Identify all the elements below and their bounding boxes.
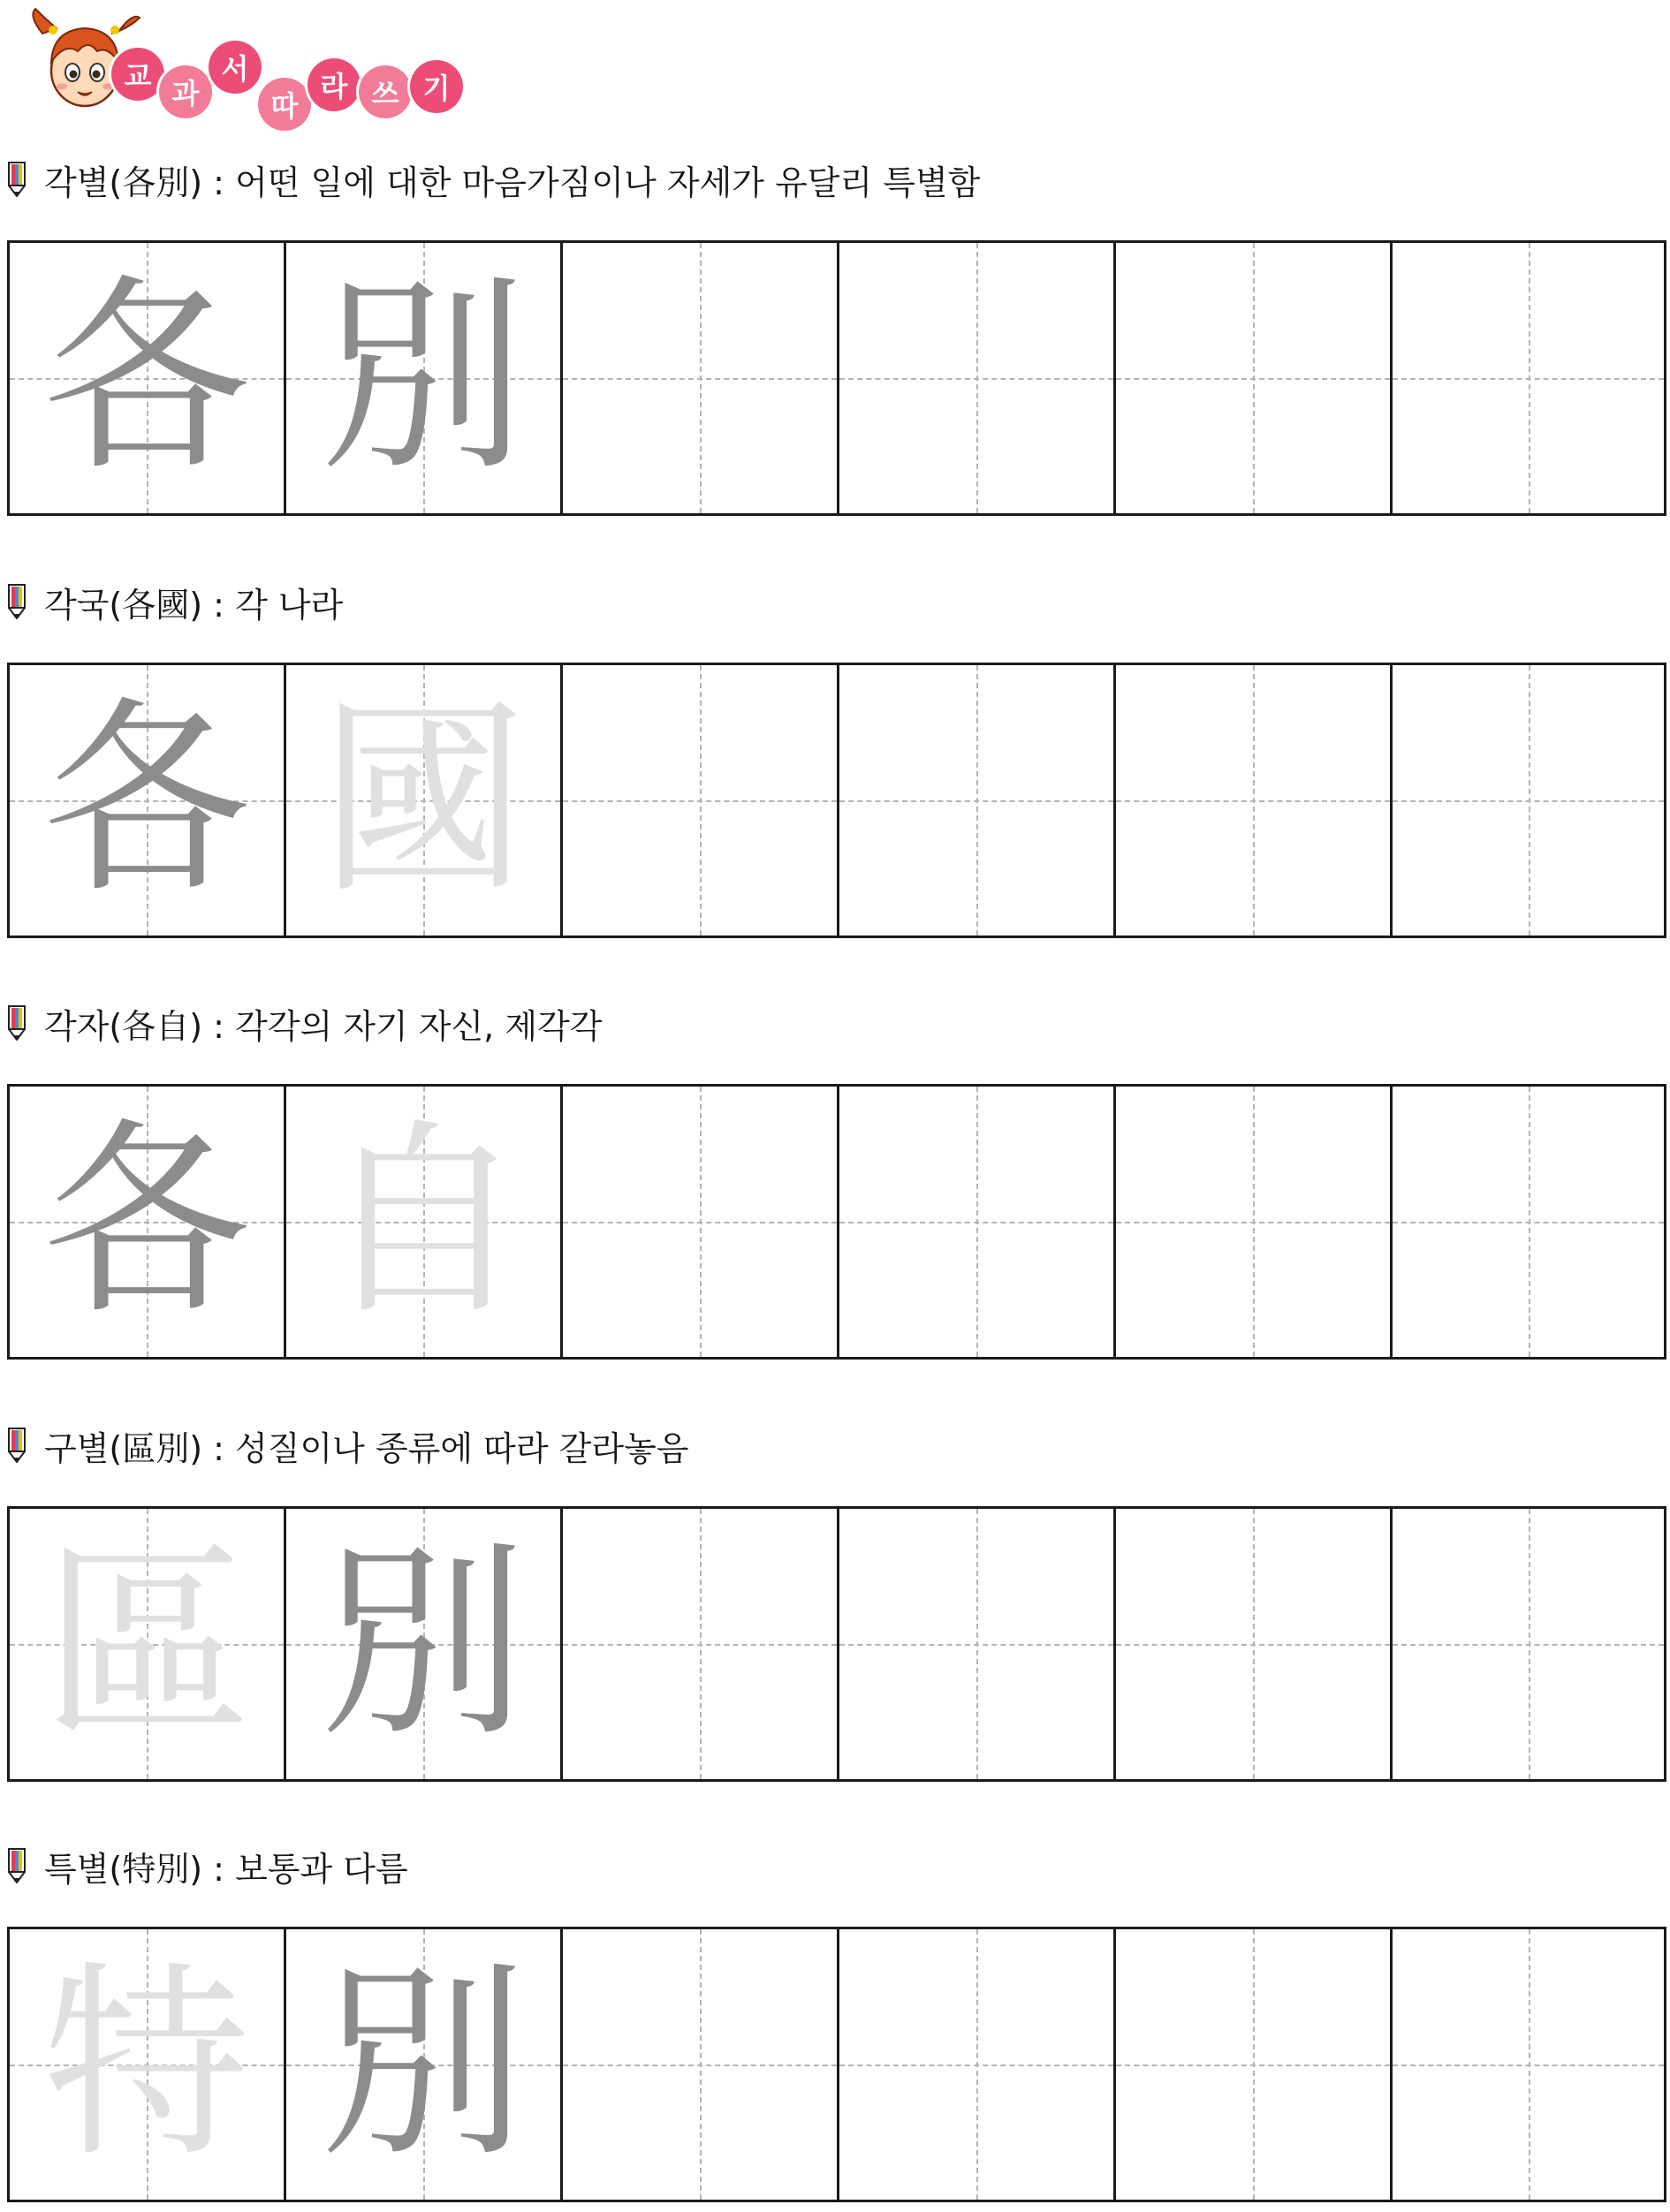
entry-word: 각국 [44,585,110,625]
writing-grid [7,1927,1666,2202]
pencil-icon [7,583,27,620]
trace-character: 別 [319,257,528,499]
entry-hanja: 各別 [122,163,190,202]
entry-title-row [7,155,980,203]
trace-character: 自 [319,1101,528,1343]
logo-char-bubble: 서 [209,41,262,94]
entry-title [44,1842,408,1890]
logo-char-bubble: 따 [258,78,311,131]
writing-grid [7,1506,1666,1782]
entry-title [44,578,343,626]
pencil-icon [7,1847,27,1884]
empty-practice-cell[interactable] [839,1509,1116,1779]
empty-practice-cell[interactable] [1116,1929,1393,2200]
pencil-icon [7,1427,27,1464]
separator: : [202,585,236,625]
trace-character: 各 [42,679,251,921]
empty-practice-cell[interactable] [1116,665,1393,936]
empty-practice-cell[interactable] [563,1087,839,1357]
entry-word: 구별 [44,1428,110,1468]
entry-hanja: 特別 [122,1849,190,1889]
logo-char-bubble: 라 [307,58,361,111]
trace-cell[interactable] [10,1087,286,1357]
trace-cell[interactable] [286,1929,563,2200]
entry-title [44,155,980,204]
empty-practice-cell[interactable] [563,1929,839,2200]
empty-practice-cell[interactable] [839,1087,1116,1357]
open-paren: ( [109,1428,123,1468]
empty-practice-cell[interactable] [563,243,839,513]
trace-cell[interactable] [286,1509,563,1779]
trace-character: 別 [319,1943,528,2185]
empty-practice-cell[interactable] [839,665,1116,936]
close-paren: ) [189,585,203,625]
trace-character: 區 [42,1523,251,1765]
entry-word: 특별 [44,1849,110,1889]
trace-cell[interactable] [10,243,286,513]
logo-char-bubble: 기 [410,60,463,113]
pencil-icon [7,161,27,198]
separator: : [202,1428,236,1468]
empty-practice-cell[interactable] [1116,243,1393,513]
empty-practice-cell[interactable] [563,1509,839,1779]
separator: : [202,1006,236,1046]
trace-cell[interactable] [10,665,286,936]
open-paren: ( [109,1006,123,1046]
pencil-icon [7,1004,27,1042]
empty-practice-cell[interactable] [1393,1509,1664,1779]
trace-character: 特 [42,1943,251,2185]
empty-practice-cell[interactable] [1393,1929,1664,2200]
entry-meaning: 각 나라 [235,585,344,625]
empty-practice-cell[interactable] [1393,665,1664,936]
close-paren: ) [189,163,203,202]
empty-practice-cell[interactable] [1393,243,1664,513]
writing-grid [7,1084,1666,1360]
logo-char-bubble: 과 [159,65,212,118]
entry-word: 각별 [44,163,110,202]
entry-title [44,1421,689,1470]
trace-cell[interactable] [10,1929,286,2200]
open-paren: ( [109,163,123,202]
writing-grid [7,663,1666,938]
close-paren: ) [189,1428,203,1468]
empty-practice-cell[interactable] [1393,1087,1664,1357]
entry-hanja: 各自 [122,1006,190,1046]
entry-meaning: 각각의 자기 자신, 제각각 [235,1006,603,1046]
entry-hanja: 各國 [122,585,190,625]
entry-meaning: 보통과 다름 [235,1849,408,1889]
close-paren: ) [189,1006,203,1046]
close-paren: ) [189,1849,203,1889]
trace-cell[interactable] [286,665,563,936]
empty-practice-cell[interactable] [563,665,839,936]
entry-title [44,999,602,1048]
open-paren: ( [109,585,123,625]
trace-character: 國 [319,679,528,921]
trace-character: 各 [42,1101,251,1343]
entry-meaning: 성질이나 종류에 따라 갈라놓음 [235,1428,689,1468]
trace-character: 別 [319,1523,528,1765]
logo-char-bubble: 교 [111,48,164,101]
empty-practice-cell[interactable] [839,1929,1116,2200]
trace-cell[interactable] [286,1087,563,1357]
trace-cell[interactable] [10,1509,286,1779]
textbook-copy-logo [27,7,486,126]
trace-cell[interactable] [286,243,563,513]
open-paren: ( [109,1849,123,1889]
empty-practice-cell[interactable] [1116,1509,1393,1779]
trace-character: 各 [42,257,251,499]
empty-practice-cell[interactable] [839,243,1116,513]
entry-title-row [7,999,602,1047]
entry-meaning: 어떤 일에 대한 마음가짐이나 자세가 유달리 특별함 [235,163,981,202]
entry-title-row [7,1421,689,1469]
entry-word: 각자 [44,1006,110,1046]
writing-grid [7,240,1666,516]
separator: : [202,1849,236,1889]
entry-title-row [7,1842,408,1890]
entry-hanja: 區別 [122,1428,190,1468]
entry-title-row [7,578,343,625]
separator: : [202,163,236,202]
logo-char-bubble: 쓰 [359,65,412,118]
empty-practice-cell[interactable] [1116,1087,1393,1357]
